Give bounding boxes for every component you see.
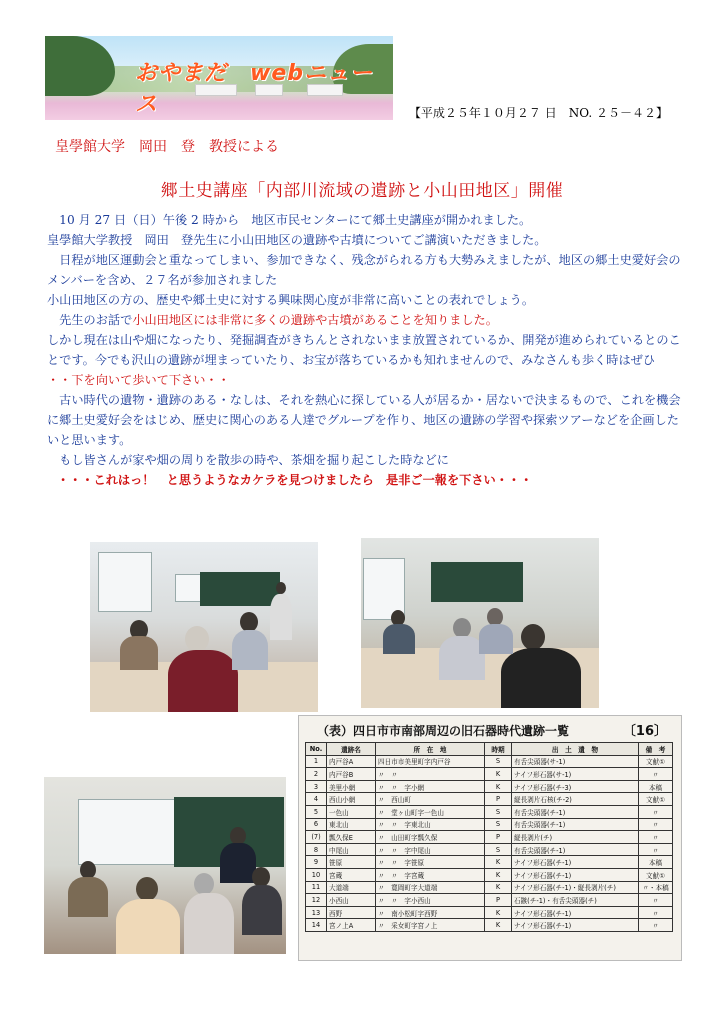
table-cell: 大道端 [327,881,376,894]
table-cell: K [485,768,512,781]
whiteboard [78,799,180,865]
attendee [232,630,268,670]
banner-trees-left [45,36,115,96]
table-cell: 〃 〃 字笹原 [376,856,485,869]
attendee [240,612,258,632]
table-cell: 有舌尖頭器(チ-1) [512,818,639,831]
article-headline: 郷土史講座「内部川流域の遺跡と小山田地区」開催 [160,181,564,201]
table-cell: 〃 [639,768,673,781]
table-cell: 縦長剥片石核(チ-2) [512,793,639,806]
attendee [479,624,513,654]
table-cell: ナイフ形石器(チ-1) [512,906,639,919]
table-row [306,768,673,781]
paragraph [47,310,687,330]
table-cell: 一色山 [327,805,376,818]
table-row [306,780,673,793]
table-row [306,906,673,919]
table-cell: 宮蔵 [327,868,376,881]
table-cell: 〃 〃 [376,768,485,781]
attendee [521,624,545,650]
table-cell: 12 [306,894,327,907]
attendee [185,626,209,652]
column-header: 備 考 [639,743,673,756]
table-cell: 本稿 [639,780,673,793]
column-header: 時期 [485,743,512,756]
attendee [168,650,238,712]
table-cell: S [485,755,512,768]
table-header-row [306,743,673,756]
table-cell: P [485,793,512,806]
table-cell: 1 [306,755,327,768]
attendee [242,885,282,935]
table-cell: 9 [306,856,327,869]
table-row [306,919,673,932]
table-cell: 5 [306,805,327,818]
table-cell: 中尾山 [327,843,376,856]
table-row [306,793,673,806]
attendee [116,899,180,954]
table-cell: 〃 〃 字小網 [376,780,485,793]
table-cell: 〃 南小松町字西野 [376,906,485,919]
speaker-body [220,843,256,883]
table-cell: 〃 [639,906,673,919]
table-cell: 〃 寛岡町字大道端 [376,881,485,894]
table-cell: 4 [306,793,327,806]
table-cell: S [485,843,512,856]
table-cell: 2 [306,768,327,781]
table-cell: K [485,868,512,881]
table-cell: 笹原 [327,856,376,869]
attendee [136,877,158,901]
lecture-photo-3 [44,777,286,954]
window [98,552,152,612]
table-cell: S [485,818,512,831]
table-cell: 〃 [639,818,673,831]
table-cell: 〃 山田町字瓢久保 [376,831,485,844]
table-cell: ナイフ形石器(チ-1) [512,868,639,881]
author-line: 皇學館大学 岡田 登 教授による [55,139,279,155]
blackboard [431,562,523,602]
attendee [184,893,234,954]
paragraph: 10 月 27 日（日）午後 2 時から 地区市民センターにて郷土史講座が開かれました。 [47,213,532,227]
paragraph: 日程が地区運動会と重なってしまい、参加できなく、残念がられる方も大勢みえましたが、地区の郷土史愛好会のメンバーを含め、２７名が参加されました [47,253,681,287]
table-cell: 〃 [639,831,673,844]
highlight-text: ・・下を向いて歩いて下さい・・ [47,373,230,387]
paragraph: 小山田地区の方の、歴史や郷土史に対する興味関心度が非常に高いことの表れでしょう。 [47,293,535,307]
table-cell: 〃 〃 字宮蔵 [376,868,485,881]
table-cell: 〃 西山町 [376,793,485,806]
table-cell: K [485,780,512,793]
table-cell: 〃 堂ヶ山町字一色山 [376,805,485,818]
issue-dateline: 【平成２５年１０月２７ 日 NO. ２５－４２】 [408,106,668,120]
paragraph: 皇學館大学教授 岡田 登先生に小山田地区の遺跡や古墳についてご講演いただきました。 [47,233,547,247]
column-header: 出 土 遺 物 [512,743,639,756]
table-cell: ナイフ形石器(チ-1) [512,856,639,869]
table-cell: P [485,894,512,907]
table-row [306,856,673,869]
table-cell: 瓢久保E [327,831,376,844]
table-row [306,843,673,856]
table-cell: K [485,881,512,894]
table-cell: 小西山 [327,894,376,907]
banner-title: おやまだ webニュース [135,61,373,117]
table-cell: 〃 〃 字中尾山 [376,843,485,856]
speaker [276,582,286,594]
table-cell: ナイフ形石器(サ-1) [512,768,639,781]
table-cell: S [485,805,512,818]
paragraph: もし皆さんが家や畑の周りを散歩の時や、茶畑を掘り起こした時などに [47,453,449,467]
attendee [194,873,214,895]
table-cell: 文献① [639,755,673,768]
attendee [68,877,108,917]
table-cell: 8 [306,843,327,856]
paragraph-text: しかし現在は山や畑になったり、発掘調査がきちんとされないまま放置されているか、開発が進められているとのことです。今でも沢山の遺跡が埋まっていたり、お宝が落ちているかも知れませんので、みなさんも歩く時はぜひ [47,333,681,367]
paragraph [47,330,687,390]
article-body [47,210,687,490]
closing-callout: ・・・これはっ！ と思うようなカケラを見つけましたら 是非ご一報を下さい・・・ [57,473,533,487]
table-cell: 美里小網 [327,780,376,793]
attendee [120,636,158,670]
table-cell: 〃・本稿 [639,881,673,894]
column-header: No. [306,743,327,756]
column-header: 所 在 地 [376,743,485,756]
table-cell: 西山小網 [327,793,376,806]
table-cell: 〃 采女町字宮ノ上 [376,919,485,932]
table-cell: 西野 [327,906,376,919]
sites-table [305,742,673,932]
table-cell: 文献① [639,793,673,806]
attendee [501,648,581,708]
table-cell: 有舌尖頭器(チ-1) [512,805,639,818]
table-cell: 〃 [639,805,673,818]
speaker-body [270,594,292,640]
table-cell: 〃 〃 字小西山 [376,894,485,907]
table-title: （表）四日市市南部周辺の旧石器時代遺跡一覧 [317,724,570,738]
column-header: 遺跡名 [327,743,376,756]
table-cell: 10 [306,868,327,881]
table-cell: 有舌尖頭器(サ-1) [512,755,639,768]
header-banner [45,36,393,120]
table-cell: 宮ノ上A [327,919,376,932]
paragraph-text: 先生のお話で [47,313,133,327]
table-cell: ナイフ形石器(チ-1)・縦長剥片(チ) [512,881,639,894]
table-cell: 〃 〃 字東北山 [376,818,485,831]
table-cell: 11 [306,881,327,894]
table-cell: 石鏃(チ-1)・有舌尖頭器(チ) [512,894,639,907]
table-row [306,881,673,894]
table-cell: 3 [306,780,327,793]
attendee [453,618,471,638]
lecture-photo-1 [90,542,318,712]
table-number: 〔16〕 [622,724,667,739]
lecture-photo-2 [361,538,599,708]
table-cell: K [485,906,512,919]
table-cell: 14 [306,919,327,932]
table-cell: 13 [306,906,327,919]
table-cell: 有舌尖頭器(チ-1) [512,843,639,856]
table-cell: K [485,919,512,932]
table-row [306,831,673,844]
table-cell: P [485,831,512,844]
table-row [306,818,673,831]
table-cell: K [485,856,512,869]
table-row [306,868,673,881]
table-cell: ナイフ形石器(チ-1) [512,919,639,932]
blackboard [200,572,280,606]
table-cell: 文献① [639,868,673,881]
table-cell: 〃 [639,919,673,932]
table-cell: 〃 [639,894,673,907]
attendee [383,624,415,654]
table-cell: (7) [306,831,327,844]
table-cell: 縦長剥片(チ) [512,831,639,844]
table-cell: 内戸谷B [327,768,376,781]
paragraph: 古い時代の遺物・遺跡のある・なしは、それを熱心に探している人が居るか・居ないで決まるもので、これを機会に郷土史愛好会をはじめ、歴史に関心のある人達でグループを作り、地区の遺跡の学習や探索ツアーなどを企画したいと思います。 [47,393,681,447]
sites-table-scan [298,715,682,961]
table-cell: 四日市市美里町字内戸谷 [376,755,485,768]
table-row [306,894,673,907]
table-row [306,755,673,768]
attendee [252,867,270,887]
table-cell: 本稿 [639,856,673,869]
table-cell: 6 [306,818,327,831]
table-cell: 東北山 [327,818,376,831]
table-cell: 〃 [639,843,673,856]
highlight-text: 小山田地区には非常に多くの遺跡や古墳があることを知りました。 [132,313,498,327]
table-cell: ナイフ形石器(チ-3) [512,780,639,793]
table-cell: 内戸谷A [327,755,376,768]
table-row [306,805,673,818]
